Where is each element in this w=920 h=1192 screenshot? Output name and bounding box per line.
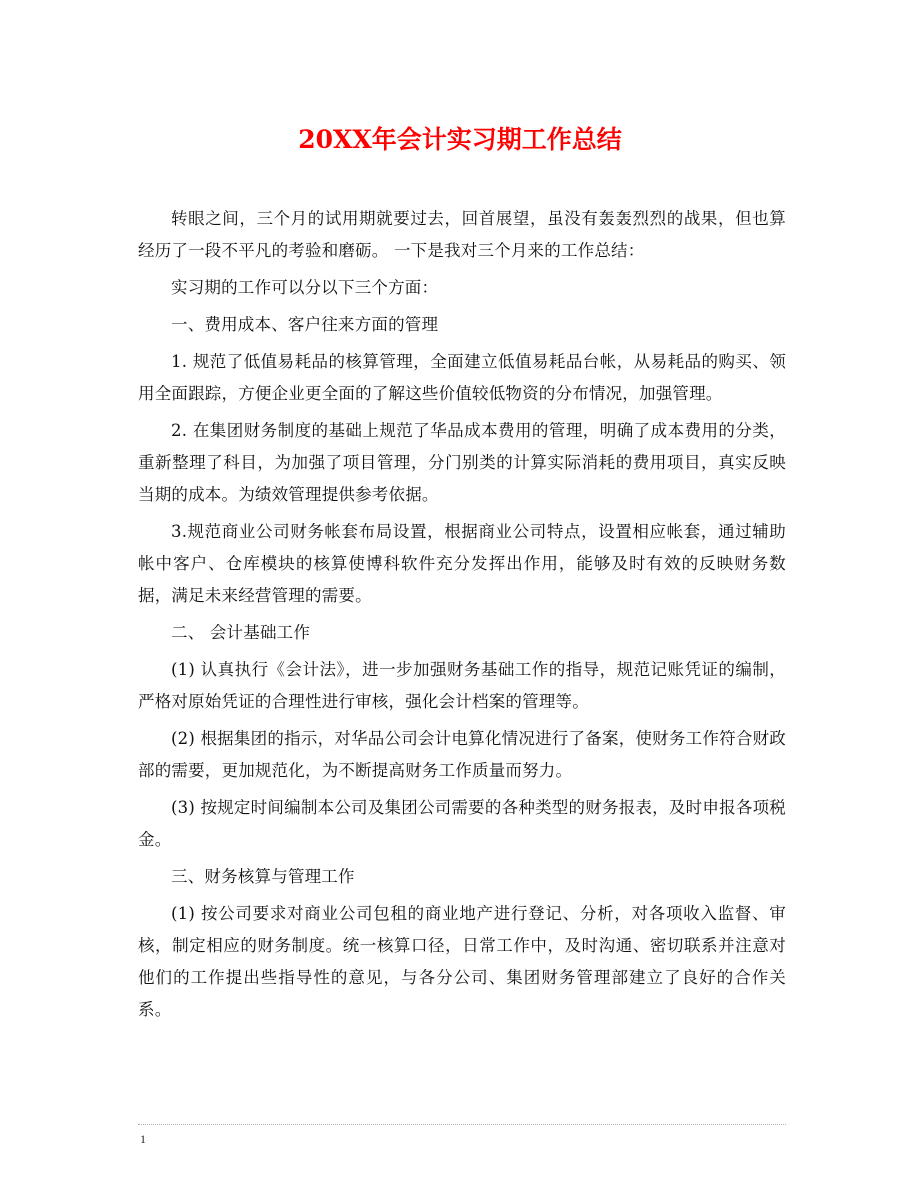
paragraph-item: 1. 规范了低值易耗品的核算管理，全面建立低值易耗品台帐，从易耗品的购买、领用全面跟踪，方便企业更全面的了解这些价值较低物资的分布情况，加强管理。 [138, 352, 786, 403]
paragraph-overview: 实习期的工作可以分以下三个方面： [171, 278, 439, 297]
section-heading-1: 一、费用成本、客户往来方面的管理 [171, 315, 439, 334]
page-number: 1 [140, 1132, 146, 1146]
paragraph-item: 2. 在集团财务制度的基础上规范了华品成本费用的管理，明确了成本费用的分类，重新整理了科目，为加强了项目管理，分门别类的计算实际消耗的费用项目，真实反映当期的成本。为绩效管理提供参考依据。 [138, 421, 786, 504]
section-heading-3: 三、财务核算与管理工作 [171, 867, 355, 886]
paragraph-intro: 转眼之间，三个月的试用期就要过去，回首展望，虽没有轰轰烈烈的战果，但也算经历了一段不平凡的考验和磨砺。 一下是我对三个月来的工作总结： [138, 209, 786, 260]
footer-divider [138, 1124, 786, 1125]
paragraph-item: (2) 根据集团的指示，对华品公司会计电算化情况进行了备案，使财务工作符合财政部的需要，更加规范化，为不断提高财务工作质量而努力。 [138, 729, 786, 780]
paragraph-item: (1) 按公司要求对商业公司包租的商业地产进行登记、分析，对各项收入监督、审核，制定相应的财务制度。统一核算口径，日常工作中，及时沟通、密切联系并注意对他们的工作提出些指导性的意见，与各分公司、集团财务管理部建立了良好的合作关系。 [138, 904, 786, 1019]
section-heading-2: 二、 会计基础工作 [171, 623, 311, 642]
paragraph-item: (1) 认真执行《会计法》，进一步加强财务基础工作的指导，规范记账凭证的编制，严格对原始凭证的合理性进行审核，强化会计档案的管理等。 [138, 660, 786, 711]
paragraph-item: (3) 按规定时间编制本公司及集团公司需要的各种类型的财务报表，及时申报各项税金。 [138, 798, 786, 849]
paragraph-item: 3.规范商业公司财务帐套布局设置，根据商业公司特点，设置相应帐套，通过辅助帐中客户、仓库模块的核算使博科软件充分发挥出作用，能够及时有效的反映财务数据，满足未来经营管理的需要。 [138, 522, 786, 605]
document-body [138, 203, 786, 1026]
document-title: 20XX年会计实习期工作总结 [298, 125, 622, 154]
